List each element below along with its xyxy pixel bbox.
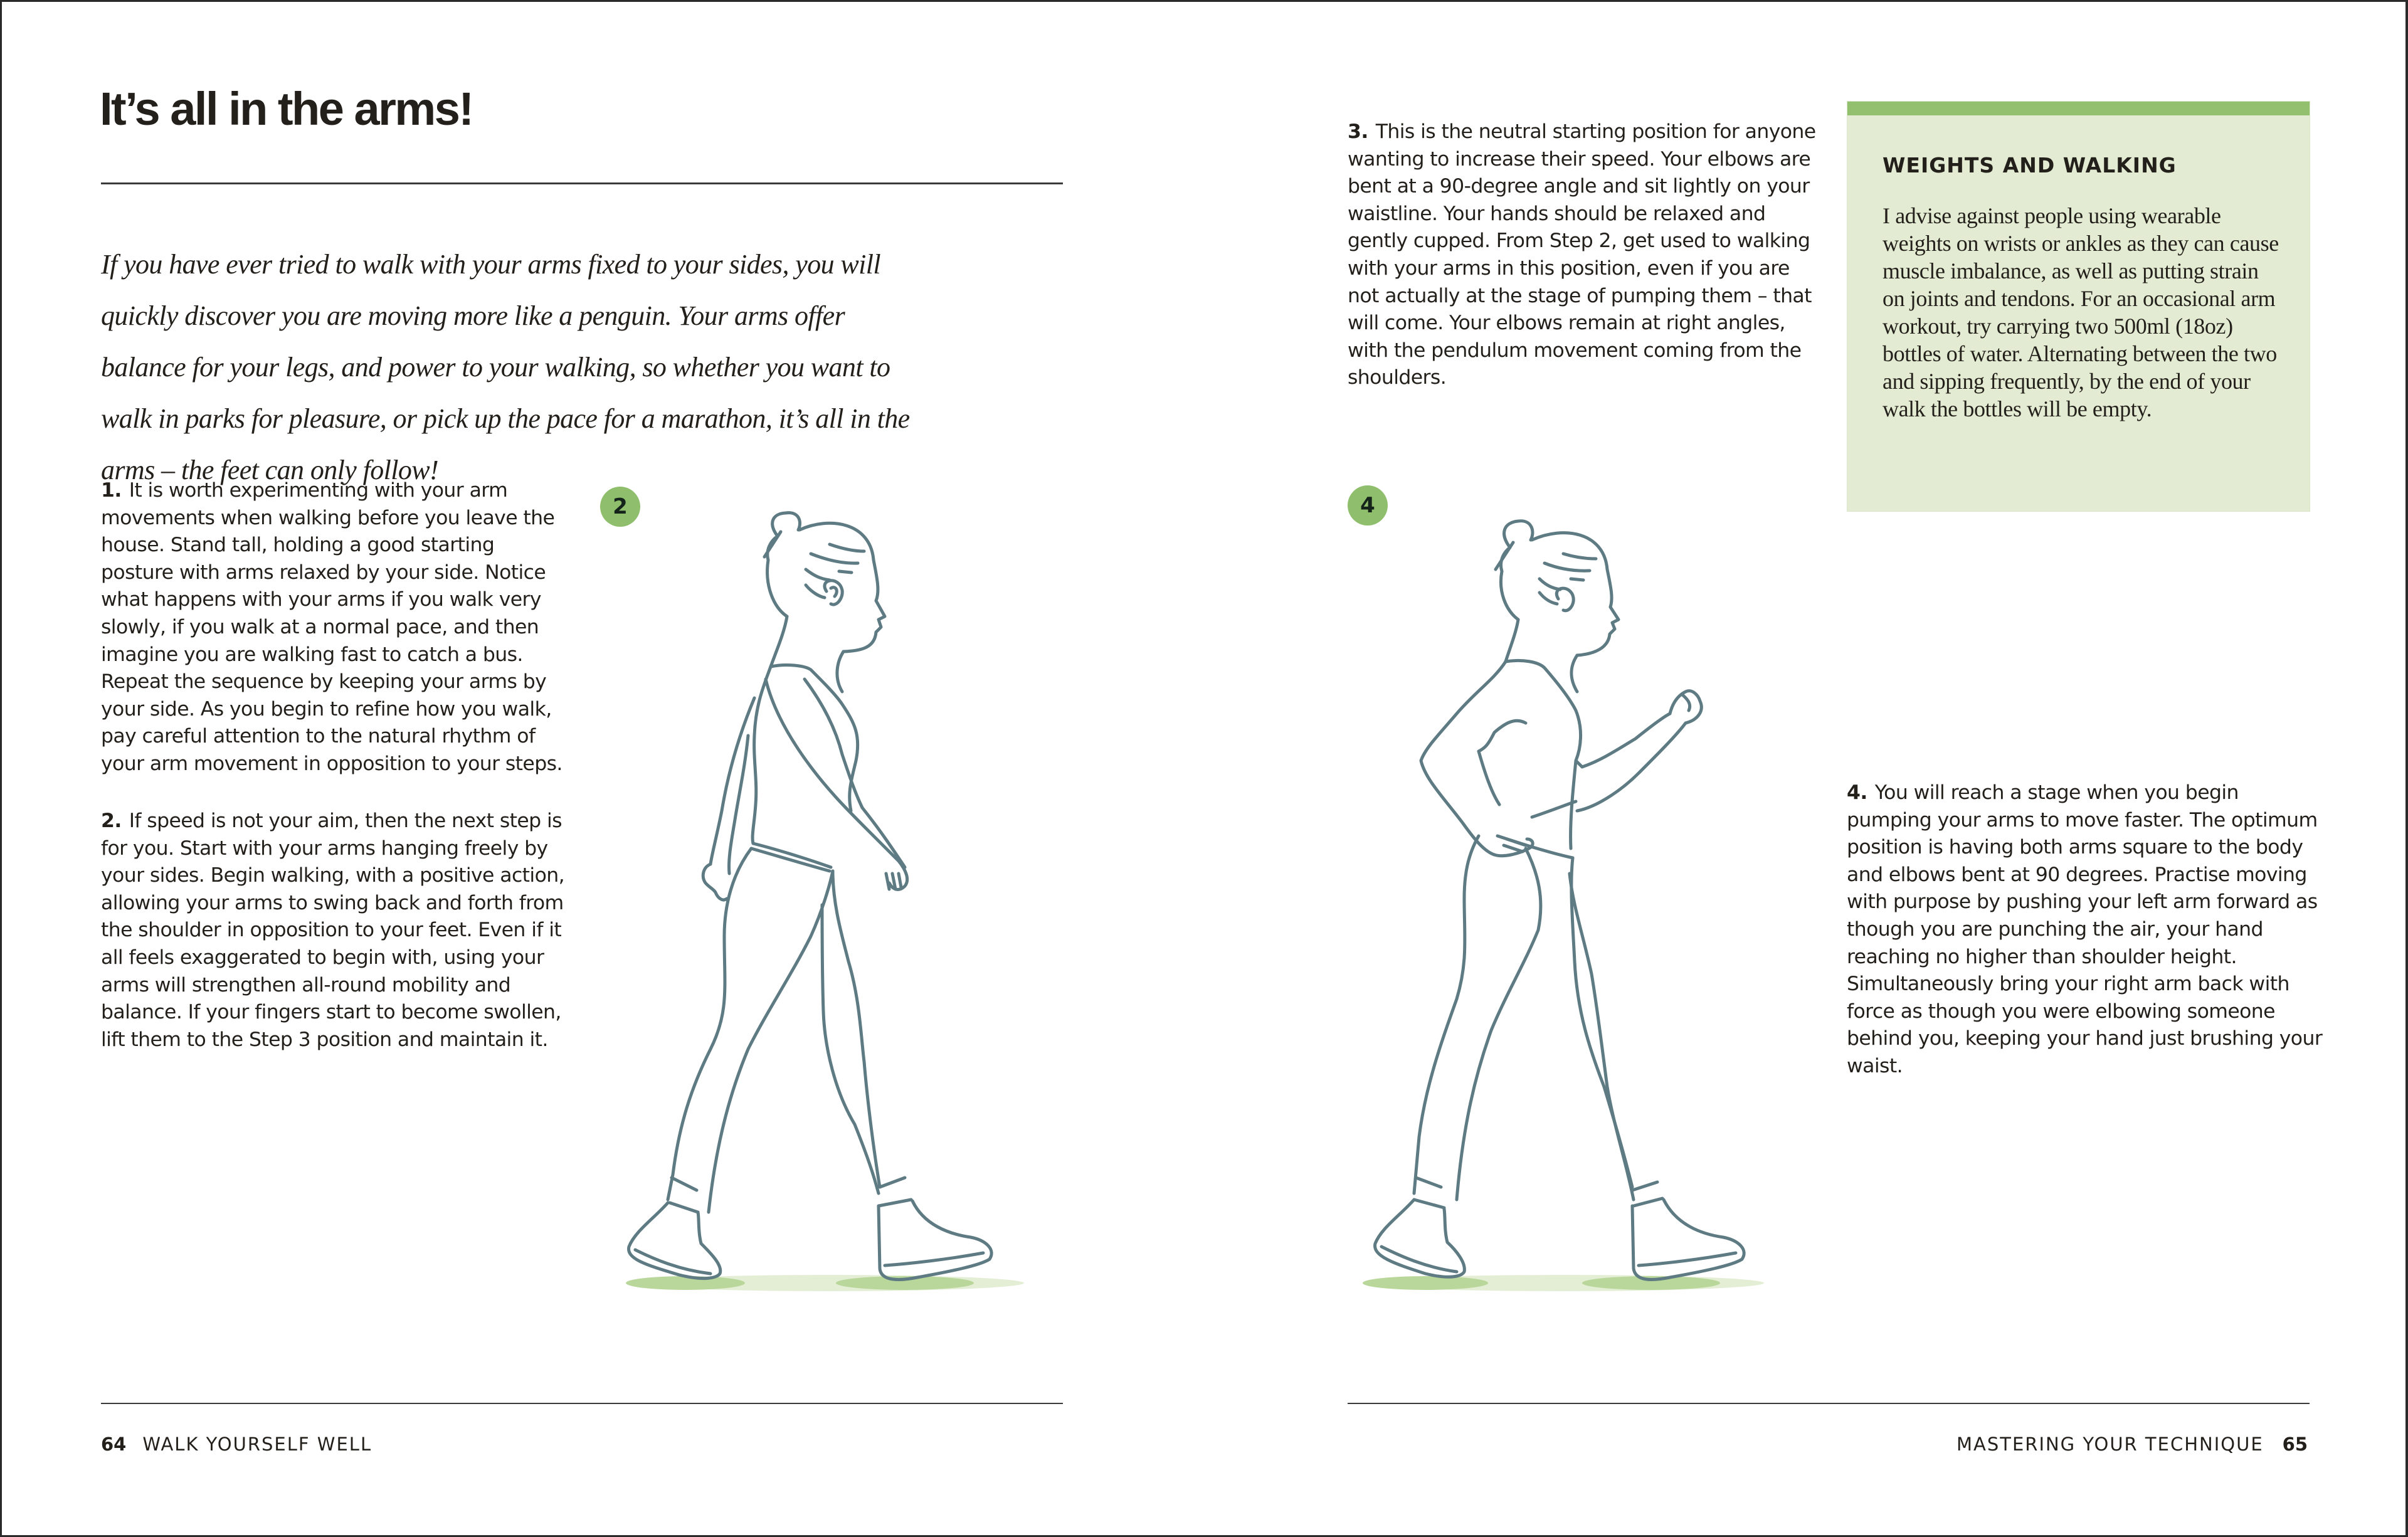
step-badge-4: 4 (1348, 485, 1388, 526)
footer-right (1956, 1434, 2308, 1455)
step-badge-2: 2 (600, 487, 640, 527)
walking-figure-arms-pumping-illustration (1356, 497, 1795, 1300)
step-number: 1. (101, 479, 122, 502)
footer-left (101, 1434, 372, 1455)
step-body: It is worth experimenting with your arm movements when walking before you leave the house. Stand tall, holding a good starting posture with arms relaxed by your side. Notice what happens with your arms if you walk very slowly, if you walk at a normal pace, and then imagine you are walking fast to catch a bus. Repeat the sequence by keeping your arms by your side. As you begin to refine how you walk, pay careful attention to the natural rhythm of your arm movement in opposition to your steps. (101, 479, 562, 775)
intro-paragraph: If you have ever tried to walk with your arms fixed to your sides, you will quickly discover you are moving more like a penguin. Your arms offer balance for your legs, and power to your walking, so whether you want to walk in parks for pleasure, or pick up the pace for a marathon, it’s all in the arms – the feet can only follow! (101, 249, 910, 485)
running-head-right: MASTERING YOUR TECHNIQUE (1956, 1434, 2264, 1455)
page-number-right: 65 (2282, 1434, 2308, 1455)
sidebox-accent-bar (1847, 102, 2310, 115)
step-body: This is the neutral starting position for anyone wanting to increase their speed. Your elbows are bent at a 90-degree angle and sit lightly on your waistline. Your hands should be relaxed and gently cupped. From Step 2, get used to walking with your arms in this position, even if you are not actually at the stage of pumping them – that will come. Your elbows remain at right angles, with the pendulum movement coming from the shoulders. (1348, 120, 1816, 389)
step-body: You will reach a stage when you begin pumping your arms to move faster. The optimum position is having both arms square to the body and elbows bent at 90 degrees. Practise moving with purpose by pushing your left arm forward as though you are punching the air, your hand reaching no higher than shoulder height. Simultaneously bring your right arm back with force as though you were elbowing someone behind you, keeping your hand just brushing your waist. (1847, 781, 2323, 1077)
footer-divider-right (1348, 1403, 2310, 1404)
step-body: If speed is not your aim, then the next step is for you. Start with your arms hanging freely by your sides. Begin walking, with a positive action, allowing your arms to swing back and forth from the shoulder in opposition to your feet. Even if it all feels exaggerated to begin with, using your arms will strengthen all-round mobility and balance. If your fingers start to become swollen, lift them to the Step 3 position and maintain it. (101, 810, 565, 1051)
page-number-left: 64 (101, 1434, 127, 1455)
sidebox-body: I advise against people using wearable weights on wrists or ankles as they can cause muscle imbalance, as well as putting strain on joints and tendons. For an occasional arm workout, try carrying two 500ml (18oz) bottles of water. Alternating between the two and sipping frequently, by the end of your walk the bottles will be empty. (1883, 203, 2279, 421)
running-head-left: WALK YOURSELF WELL (142, 1434, 372, 1455)
step-2-text (101, 808, 565, 1054)
title-divider (101, 182, 1063, 184)
step-number: 2. (101, 810, 122, 832)
step-number: 4. (1847, 781, 1867, 804)
sidebox-title: WEIGHTS AND WALKING (1883, 153, 2177, 177)
walking-figure-arms-swinging-illustration (623, 497, 1024, 1300)
step-number: 3. (1348, 120, 1368, 143)
step-4-text (1847, 779, 2323, 1080)
weights-and-walking-sidebox (1847, 101, 2310, 512)
step-1-text (101, 477, 565, 778)
footer-divider-left (101, 1403, 1063, 1404)
step-3-text (1348, 119, 1824, 392)
page-title: It’s all in the arms! (100, 83, 473, 135)
